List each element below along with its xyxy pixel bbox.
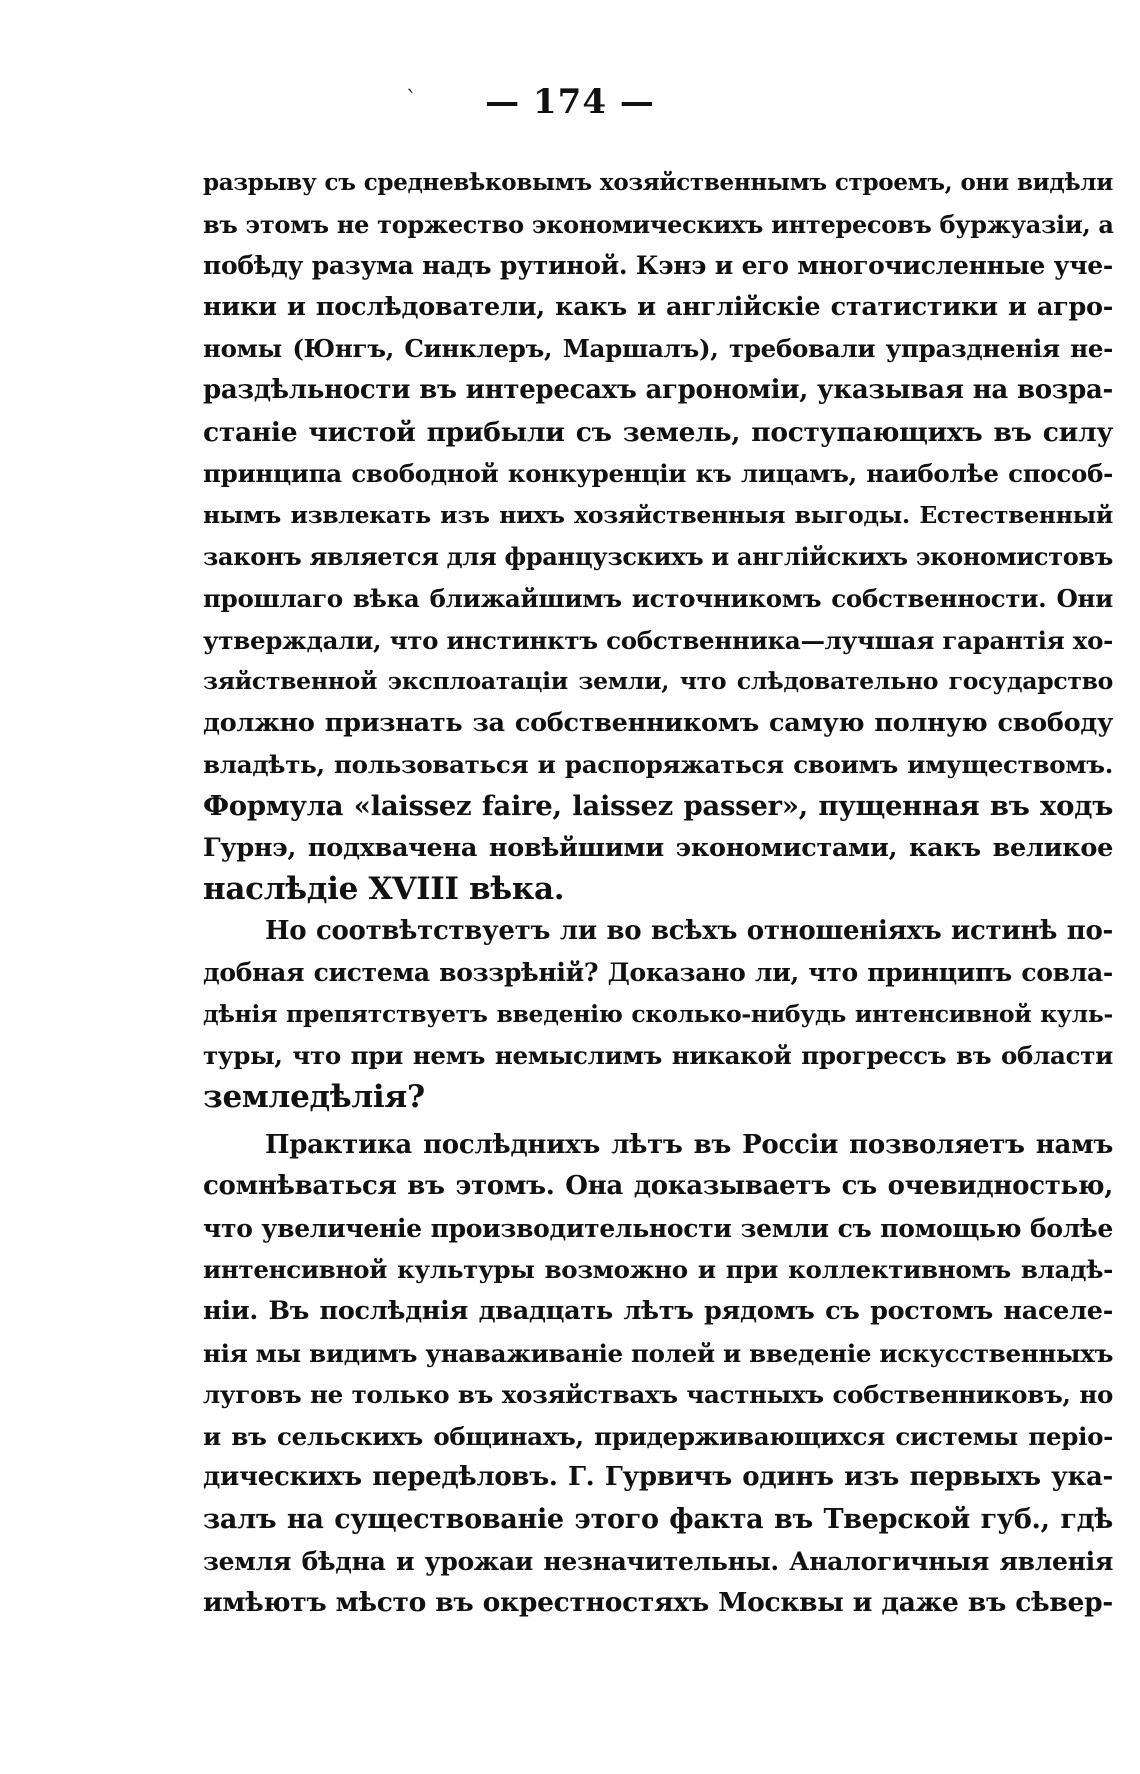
text-line: побѣду разума надъ рутиной. Кэнэ и его многочисленные уче- — [203, 251, 1113, 281]
body-text — [203, 162, 1113, 1624]
paragraph-1 — [203, 162, 1113, 911]
text-line: луговъ не только въ хозяйствахъ частныхъ собственниковъ, но — [203, 1380, 1113, 1410]
text-line: Гурнэ, подхвачена новѣйшими экономистами, какъ великое — [203, 832, 1113, 863]
text-line: земледѣлія? — [203, 1079, 425, 1116]
paragraph-3 — [203, 1125, 1113, 1624]
text-line: утверждали, что инстинктъ собственника—лучшая гарантія хо- — [203, 625, 1113, 655]
text-line: имѣютъ мѣсто въ окрестностяхъ Москвы и даже въ сѣвер- — [203, 1587, 1113, 1619]
text-line: нымъ извлекать изъ нихъ хозяйственныя выгоды. Естественный — [203, 500, 1113, 529]
text-line: номы (Юнгъ, Синклеръ, Маршалъ), требовали упраздненія не- — [203, 334, 1113, 364]
paragraph-2 — [203, 911, 1113, 1119]
text-line: добная система воззрѣній? Доказано ли, что принципъ совла- — [203, 958, 1113, 988]
text-line: Но соотвѣтствуетъ ли во всѣхъ отношеніяхъ истинѣ по- — [265, 915, 1113, 946]
text-line: залъ на существованіе этого факта въ Тверской губ., гдѣ — [203, 1504, 1113, 1535]
stray-ink-mark: ` — [406, 88, 417, 113]
text-line: туры, что при немъ немыслимъ никакой прогрессъ въ области — [203, 1041, 1113, 1071]
text-line: Формула «laissez faire, laissez passer», пущенная въ ходъ — [203, 789, 1113, 822]
text-line: ники и послѣдователи, какъ и англійскіе статистики и агро- — [203, 291, 1113, 322]
text-line: разрыву съ средневѣковымъ хозяйственнымъ строемъ, они видѣли — [203, 169, 1113, 196]
text-line: должно признать за собственникомъ самую полную свободу — [203, 707, 1113, 738]
text-line: интенсивной культуры возможно и при коллективномъ владѣ- — [203, 1255, 1113, 1285]
text-line: наслѣдіе XVIII вѣка. — [203, 871, 565, 908]
text-line: ніи. Въ послѣднія двадцать лѣтъ рядомъ съ ростомъ населе- — [203, 1296, 1113, 1327]
text-line: нія мы видимъ унаваживаніе полей и введеніе искусственныхъ — [203, 1338, 1114, 1368]
text-line: земля бѣдна и урожаи незначительны. Аналогичныя явленія — [203, 1546, 1113, 1576]
text-line: въ этомъ не торжество экономическихъ интересовъ буржуазіи, а — [203, 209, 1114, 239]
text-line: что увеличеніе производительности земли съ помощью болѣе — [203, 1213, 1113, 1243]
page-number: — 174 — — [485, 82, 655, 122]
text-line: станіе чистой прибыли съ земель, поступающихъ въ силу — [203, 416, 1113, 448]
text-line: дѣнія препятствуетъ введенію сколько-нибудь интенсивной куль- — [203, 999, 1113, 1028]
text-line: дическихъ передѣловъ. Г. Гурвичъ одинъ изъ первыхъ ука- — [203, 1462, 1113, 1493]
text-line: прошлаго вѣка ближайшимъ источникомъ собственности. Они — [203, 583, 1113, 613]
text-line: сомнѣваться въ этомъ. Она доказываетъ съ очевидностью, — [203, 1171, 1113, 1202]
text-line: принципа свободной конкуренціи къ лицамъ, наиболѣе способ- — [203, 459, 1113, 489]
text-line: владѣть, пользоваться и распоряжаться своимъ имуществомъ. — [203, 750, 1113, 780]
text-line: зяйственной эксплоатаціи земли, что слѣдовательно государство — [203, 667, 1113, 696]
text-line: и въ сельскихъ общинахъ, придерживающихся системы періо- — [203, 1421, 1113, 1451]
text-line: Практика послѣднихъ лѣтъ въ Россіи позволяетъ намъ — [265, 1129, 1113, 1160]
text-line: раздѣльности въ интересахъ агрономіи, указывая на возра- — [203, 374, 1113, 405]
text-line: законъ является для французскихъ и англійскихъ экономистовъ — [203, 542, 1113, 572]
